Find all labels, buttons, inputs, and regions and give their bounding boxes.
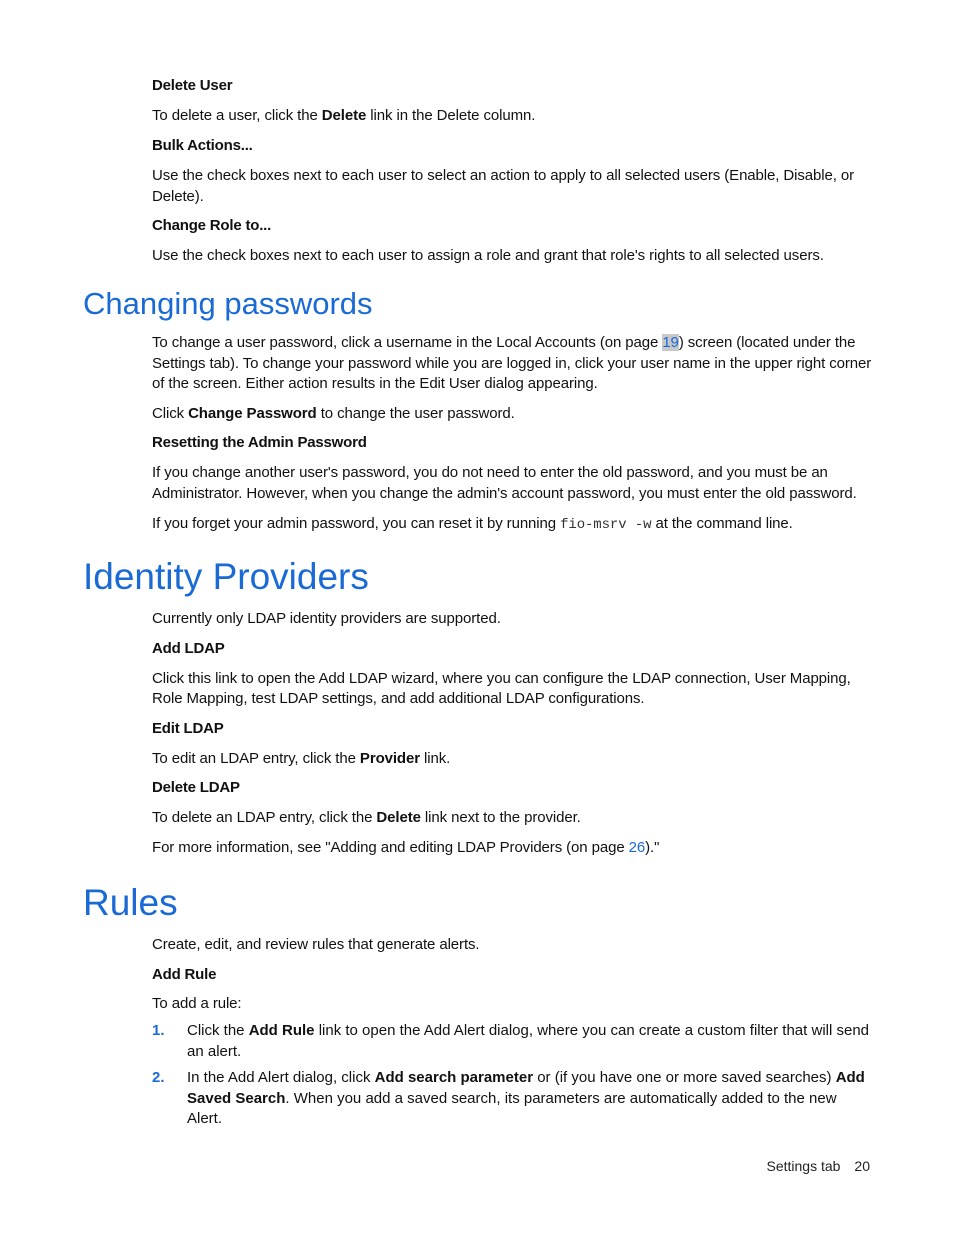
delete-ldap-text: To delete an LDAP entry, click the Delete link next to the provider.: [152, 809, 581, 826]
edit-ldap-heading: Edit LDAP: [152, 719, 224, 737]
reset-command-code: fio-msrv -w: [560, 517, 652, 533]
rules-intro: Create, edit, and review rules that generate alerts.: [152, 936, 480, 953]
change-role-text: Use the check boxes next to each user to assign a role and grant that role's rights to all selected users.: [152, 247, 824, 264]
add-rule-steps: [152, 1021, 872, 1130]
bulk-actions-heading: Bulk Actions...: [152, 137, 253, 154]
changing-passwords-paragraph-1: To change a user password, click a username in the Local Accounts (on page 19) screen (located under the Settings tab). To change your password while you are logged in, click your user name in the upper right corner of the screen. Either action results in the Edit User dialog appearing.: [152, 334, 872, 392]
rules-body: [152, 935, 872, 1014]
step-number: 1.: [152, 1022, 165, 1039]
footer-section-name: Settings tab: [766, 1158, 841, 1174]
step-number: 2.: [152, 1069, 165, 1086]
more-info-text: For more information, see "Adding and editing LDAP Providers (on page 26).": [152, 838, 660, 856]
changing-passwords-paragraph-4: If you forget your admin password, you can reset it by running fio-msrv -w at the command line.: [152, 515, 793, 533]
changing-passwords-heading: Changing passwords: [83, 286, 373, 321]
add-rule-intro: To add a rule:: [152, 994, 242, 1012]
reset-admin-password-heading: Resetting the Admin Password: [152, 434, 367, 451]
changing-passwords-paragraph-3: If you change another user's password, you do not need to enter the old password, and you must be an Administrator. However, when you change the admin's account password, you must enter the old password.: [152, 464, 857, 502]
change-role-heading: Change Role to...: [152, 217, 272, 234]
add-rule-heading: Add Rule: [152, 965, 217, 983]
bulk-actions-section: [152, 136, 872, 207]
page-footer: [766, 1158, 870, 1174]
add-ldap-text: Click this link to open the Add LDAP wizard, where you can configure the LDAP connection, User Mapping, Role Mapping, test LDAP settings, and add additional LDAP configurations.: [152, 669, 851, 707]
list-item: 1. Click the Add Rule link to open the Add Alert dialog, where you can create a custom filter that will send an alert.: [152, 1022, 870, 1060]
changing-passwords-body: [152, 333, 872, 536]
change-role-section: [152, 216, 872, 267]
delete-ldap-heading: Delete LDAP: [152, 779, 240, 796]
add-ldap-heading: Add LDAP: [152, 639, 225, 657]
page-19-link[interactable]: 19: [662, 334, 679, 351]
identity-providers-intro: Currently only LDAP identity providers are supported.: [152, 610, 501, 627]
bulk-actions-text: Use the check boxes next to each user to select an action to apply to all selected users (Enable, Disable, or Delete).: [152, 167, 854, 205]
page-number: 20: [854, 1158, 870, 1174]
changing-passwords-paragraph-2: Click Change Password to change the user password.: [152, 404, 515, 422]
delete-user-section: [152, 76, 872, 127]
page-26-link[interactable]: 26: [628, 838, 646, 856]
delete-user-text: To delete a user, click the Delete link in the Delete column.: [152, 107, 536, 124]
edit-ldap-text: To edit an LDAP entry, click the Provider link.: [152, 749, 451, 767]
delete-user-heading: Delete User: [152, 77, 233, 94]
identity-providers-body: [152, 609, 872, 858]
identity-providers-heading: Identity Providers: [83, 556, 369, 597]
rules-heading: Rules: [83, 882, 178, 923]
list-item: 2. In the Add Alert dialog, click Add search parameter or (if you have one or more saved searches) Add Saved Search. When you add a saved search, its parameters are automatically added to the new Alert.: [152, 1069, 865, 1127]
